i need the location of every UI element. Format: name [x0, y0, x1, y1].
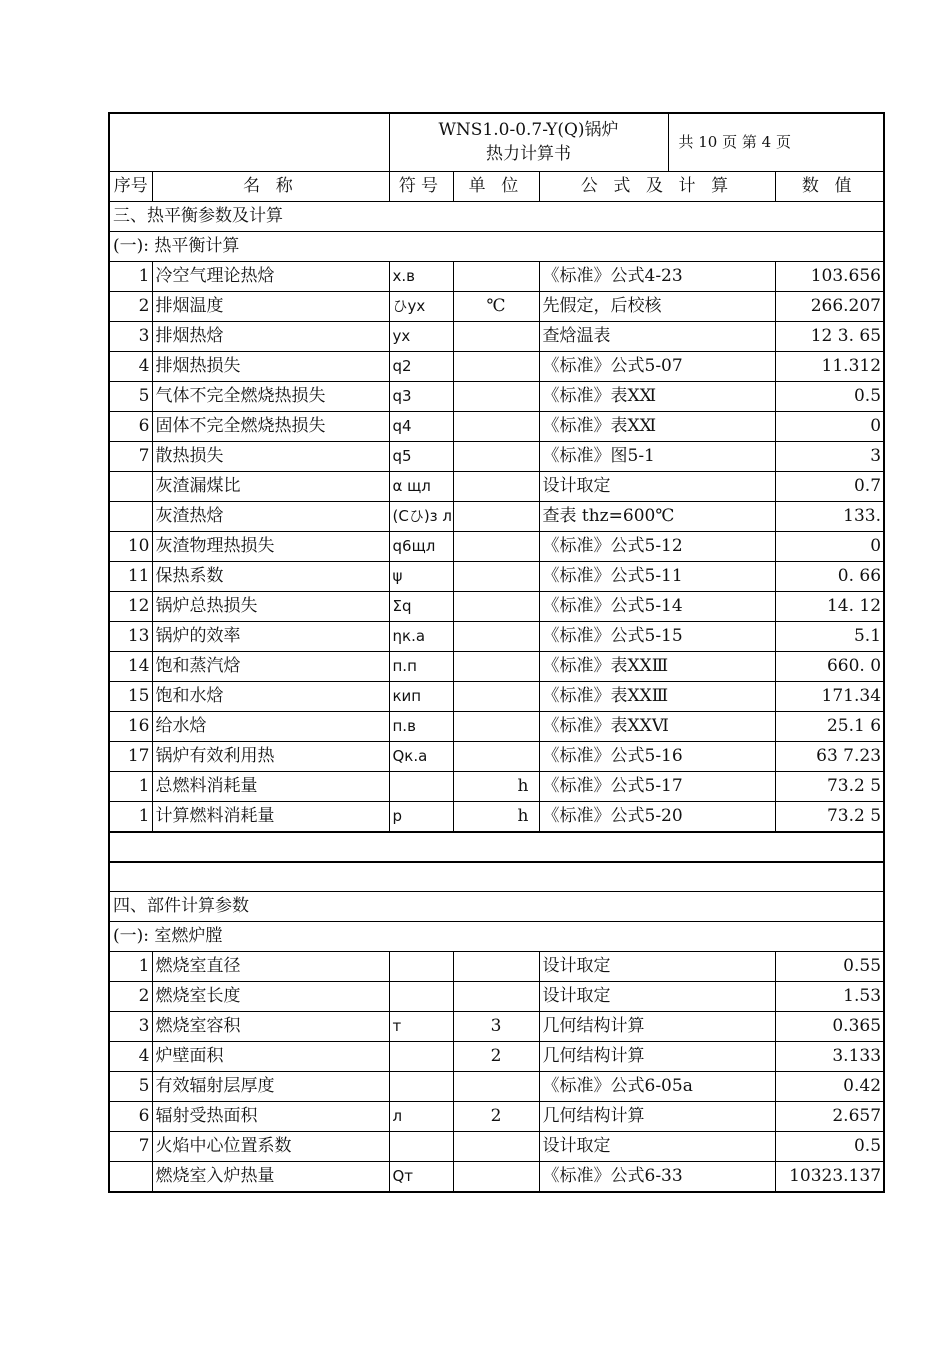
row-unit	[453, 351, 539, 381]
row-name: 散热损失	[152, 441, 389, 471]
row-formula: 先假定，后校核	[539, 291, 775, 321]
column-header-row	[109, 171, 884, 201]
row-unit: 2	[453, 1102, 539, 1132]
row-value: 3	[775, 441, 884, 471]
row-unit	[453, 261, 539, 291]
row-formula: 设计取定	[539, 952, 775, 982]
row-unit	[453, 1162, 539, 1193]
row-formula: 《标准》表ⅩⅪ	[539, 381, 775, 411]
blank-row	[109, 862, 884, 892]
row-symbol: q3	[389, 381, 453, 411]
row-formula: 《标准》公式5-15	[539, 621, 775, 651]
row-formula: 《标准》公式5-12	[539, 531, 775, 561]
row-number: 1	[109, 952, 152, 982]
blank-row	[109, 832, 884, 862]
row-unit	[453, 501, 539, 531]
row-number: 11	[109, 561, 152, 591]
row-symbol	[389, 952, 453, 982]
row-name: 燃烧室容积	[152, 1012, 389, 1042]
row-unit	[453, 621, 539, 651]
col-symbol: 符号	[389, 171, 453, 201]
row-number: 16	[109, 711, 152, 741]
row-symbol: х.в	[389, 261, 453, 291]
header-blank-cell	[109, 113, 389, 171]
row-name: 排烟热损失	[152, 351, 389, 381]
row-symbol: т	[389, 1012, 453, 1042]
row-formula: 《标准》公式5-14	[539, 591, 775, 621]
row-value: 3.133	[775, 1042, 884, 1072]
row-value: 266.207	[775, 291, 884, 321]
title-line-2: 热力计算书	[486, 144, 571, 165]
row-formula: 几何结构计算	[539, 1102, 775, 1132]
row-name: 排烟热焓	[152, 321, 389, 351]
section-3-subtitle: (一): 热平衡计算	[109, 231, 884, 261]
document-title	[389, 113, 668, 171]
row-unit	[453, 681, 539, 711]
row-name: 饱和水焓	[152, 681, 389, 711]
col-unit: 单 位	[453, 171, 539, 201]
row-unit	[453, 411, 539, 441]
row-number: 2	[109, 291, 152, 321]
row-formula: 《标准》公式5-07	[539, 351, 775, 381]
row-unit	[453, 561, 539, 591]
section-4-title-row	[109, 892, 884, 922]
title-line-1: WNS1.0-0.7-Y(Q)锅炉	[438, 120, 619, 141]
table-row	[109, 681, 884, 711]
row-name: 饱和蒸汽焓	[152, 651, 389, 681]
row-symbol: q6щл	[389, 531, 453, 561]
row-name: 锅炉总热损失	[152, 591, 389, 621]
row-symbol: п.п	[389, 651, 453, 681]
row-symbol: р	[389, 801, 453, 832]
row-number: 1	[109, 261, 152, 291]
row-value: 0.365	[775, 1012, 884, 1042]
row-symbol: q2	[389, 351, 453, 381]
row-unit	[453, 952, 539, 982]
page-indicator: 共 10 页 第 4 页	[668, 113, 884, 171]
row-number	[109, 471, 152, 501]
section-4-subtitle: (一): 室燃炉膛	[109, 922, 884, 952]
col-name: 名 称	[152, 171, 389, 201]
row-symbol: α щл	[389, 471, 453, 501]
row-number: 10	[109, 531, 152, 561]
row-name: 气体不完全燃烧热损失	[152, 381, 389, 411]
row-unit: ℃	[453, 291, 539, 321]
table-row	[109, 441, 884, 471]
row-formula: 《标准》公式5-16	[539, 741, 775, 771]
row-unit	[453, 321, 539, 351]
row-name: 冷空气理论热焓	[152, 261, 389, 291]
blank-row-row	[109, 832, 884, 862]
table-row	[109, 1162, 884, 1193]
row-number: 12	[109, 591, 152, 621]
section-3-title: 三、热平衡参数及计算	[109, 201, 884, 231]
row-number: 7	[109, 1132, 152, 1162]
row-unit	[453, 1132, 539, 1162]
col-value: 数 值	[775, 171, 884, 201]
row-value: 0. 66	[775, 561, 884, 591]
row-number: 6	[109, 411, 152, 441]
row-name: 灰渣漏煤比	[152, 471, 389, 501]
row-name: 灰渣物理热损失	[152, 531, 389, 561]
table-row	[109, 1012, 884, 1042]
row-name: 辐射受热面积	[152, 1102, 389, 1132]
row-unit: h	[453, 801, 539, 832]
row-name: 有效辐射层厚度	[152, 1072, 389, 1102]
row-formula: 查表 thz=600℃	[539, 501, 775, 531]
row-formula: 《标准》公式5-20	[539, 801, 775, 832]
table-row	[109, 711, 884, 741]
section-title-row	[109, 201, 884, 231]
row-value: 103.656	[775, 261, 884, 291]
row-number: 7	[109, 441, 152, 471]
row-value: 12 3. 65	[775, 321, 884, 351]
row-symbol: кип	[389, 681, 453, 711]
row-symbol: q5	[389, 441, 453, 471]
table-row	[109, 1042, 884, 1072]
row-unit	[453, 982, 539, 1012]
row-unit: 3	[453, 1012, 539, 1042]
thermal-calc-table	[108, 112, 885, 1193]
row-unit	[453, 741, 539, 771]
row-name: 燃烧室入炉热量	[152, 1162, 389, 1193]
table-row	[109, 501, 884, 531]
row-value: 0.55	[775, 952, 884, 982]
table-row	[109, 801, 884, 832]
row-value: 63 7.23	[775, 741, 884, 771]
table-row	[109, 291, 884, 321]
row-number: 1	[109, 771, 152, 801]
table-row	[109, 1132, 884, 1162]
row-unit	[453, 651, 539, 681]
calculation-sheet	[108, 112, 883, 1193]
row-number: 13	[109, 621, 152, 651]
row-number	[109, 501, 152, 531]
row-unit	[453, 441, 539, 471]
row-symbol: Qк.а	[389, 741, 453, 771]
row-number: 3	[109, 321, 152, 351]
row-formula: 设计取定	[539, 1132, 775, 1162]
row-formula: 查焓温表	[539, 321, 775, 351]
row-unit: h	[453, 771, 539, 801]
row-value: 2.657	[775, 1102, 884, 1132]
row-symbol	[389, 1072, 453, 1102]
row-symbol: ух	[389, 321, 453, 351]
row-number: 5	[109, 1072, 152, 1102]
row-number: 2	[109, 982, 152, 1012]
table-row	[109, 591, 884, 621]
row-symbol: ひух	[389, 291, 453, 321]
row-symbol	[389, 1132, 453, 1162]
row-name: 火焰中心位置系数	[152, 1132, 389, 1162]
row-symbol: Σq	[389, 591, 453, 621]
row-value: 1.53	[775, 982, 884, 1012]
row-formula: 设计取定	[539, 982, 775, 1012]
row-name: 排烟温度	[152, 291, 389, 321]
row-number: 6	[109, 1102, 152, 1132]
table-row	[109, 621, 884, 651]
row-formula: 《标准》公式5-11	[539, 561, 775, 591]
row-value: 10323.137	[775, 1162, 884, 1193]
section-4-title: 四、部件计算参数	[109, 892, 884, 922]
row-unit	[453, 711, 539, 741]
row-value: 0.7	[775, 471, 884, 501]
row-name: 给水焓	[152, 711, 389, 741]
table-row	[109, 1072, 884, 1102]
row-unit: 2	[453, 1042, 539, 1072]
row-number: 5	[109, 381, 152, 411]
row-value: 171.34	[775, 681, 884, 711]
table-row	[109, 1102, 884, 1132]
row-unit	[453, 531, 539, 561]
row-formula: 几何结构计算	[539, 1012, 775, 1042]
row-symbol: ηк.а	[389, 621, 453, 651]
row-value: 73.2 5	[775, 771, 884, 801]
row-number: 1	[109, 801, 152, 832]
row-value: 0.42	[775, 1072, 884, 1102]
row-number: 4	[109, 351, 152, 381]
row-formula: 《标准》表ⅩⅩⅥ	[539, 711, 775, 741]
row-value: 0	[775, 531, 884, 561]
row-symbol: q4	[389, 411, 453, 441]
row-formula: 《标准》表ⅩⅩⅢ	[539, 681, 775, 711]
table-row	[109, 561, 884, 591]
row-number	[109, 1162, 152, 1193]
row-value: 14. 12	[775, 591, 884, 621]
row-symbol	[389, 982, 453, 1012]
row-symbol: Qт	[389, 1162, 453, 1193]
row-symbol: п.в	[389, 711, 453, 741]
row-unit	[453, 381, 539, 411]
row-value: 0	[775, 411, 884, 441]
row-number: 4	[109, 1042, 152, 1072]
row-formula: 设计取定	[539, 471, 775, 501]
row-symbol: ψ	[389, 561, 453, 591]
row-formula: 《标准》表ⅩⅪ	[539, 411, 775, 441]
row-formula: 《标准》公式6-05а	[539, 1072, 775, 1102]
row-symbol	[389, 1042, 453, 1072]
row-formula: 《标准》公式6-33	[539, 1162, 775, 1193]
row-unit	[453, 591, 539, 621]
row-value: 5.1	[775, 621, 884, 651]
row-name: 燃烧室直径	[152, 952, 389, 982]
row-value: 660. 0	[775, 651, 884, 681]
row-formula: 《标准》表ⅩⅩⅢ	[539, 651, 775, 681]
table-row	[109, 321, 884, 351]
table-row	[109, 531, 884, 561]
header-row	[109, 113, 884, 171]
row-name: 总燃料消耗量	[152, 771, 389, 801]
row-name: 固体不完全燃烧热损失	[152, 411, 389, 441]
row-unit	[453, 471, 539, 501]
row-name: 炉壁面积	[152, 1042, 389, 1072]
table-row	[109, 651, 884, 681]
table-row	[109, 952, 884, 982]
row-number: 3	[109, 1012, 152, 1042]
row-number: 15	[109, 681, 152, 711]
row-name: 锅炉有效利用热	[152, 741, 389, 771]
row-value: 0.5	[775, 1132, 884, 1162]
row-value: 73.2 5	[775, 801, 884, 832]
table-row	[109, 741, 884, 771]
table-row	[109, 261, 884, 291]
row-value: 25.1 6	[775, 711, 884, 741]
row-value: 11.312	[775, 351, 884, 381]
row-unit	[453, 1072, 539, 1102]
row-name: 灰渣热焓	[152, 501, 389, 531]
table-row	[109, 471, 884, 501]
table-row	[109, 351, 884, 381]
row-value: 0.5	[775, 381, 884, 411]
row-formula: 《标准》公式5-17	[539, 771, 775, 801]
row-name: 保热系数	[152, 561, 389, 591]
table-row	[109, 771, 884, 801]
row-symbol	[389, 771, 453, 801]
row-formula: 几何结构计算	[539, 1042, 775, 1072]
row-name: 计算燃料消耗量	[152, 801, 389, 832]
row-name: 燃烧室长度	[152, 982, 389, 1012]
row-number: 14	[109, 651, 152, 681]
row-name: 锅炉的效率	[152, 621, 389, 651]
row-symbol: (Cひ)з л	[389, 501, 453, 531]
row-number: 17	[109, 741, 152, 771]
col-formula: 公 式 及 计 算	[539, 171, 775, 201]
subsection-title-row	[109, 231, 884, 261]
section-4-subtitle-row	[109, 922, 884, 952]
row-formula: 《标准》公式4-23	[539, 261, 775, 291]
col-no: 序号	[109, 171, 152, 201]
row-value: 133.	[775, 501, 884, 531]
table-row	[109, 381, 884, 411]
row-symbol: л	[389, 1102, 453, 1132]
table-row	[109, 982, 884, 1012]
row-formula: 《标准》图5-1	[539, 441, 775, 471]
table-row	[109, 411, 884, 441]
blank-row-row	[109, 862, 884, 892]
